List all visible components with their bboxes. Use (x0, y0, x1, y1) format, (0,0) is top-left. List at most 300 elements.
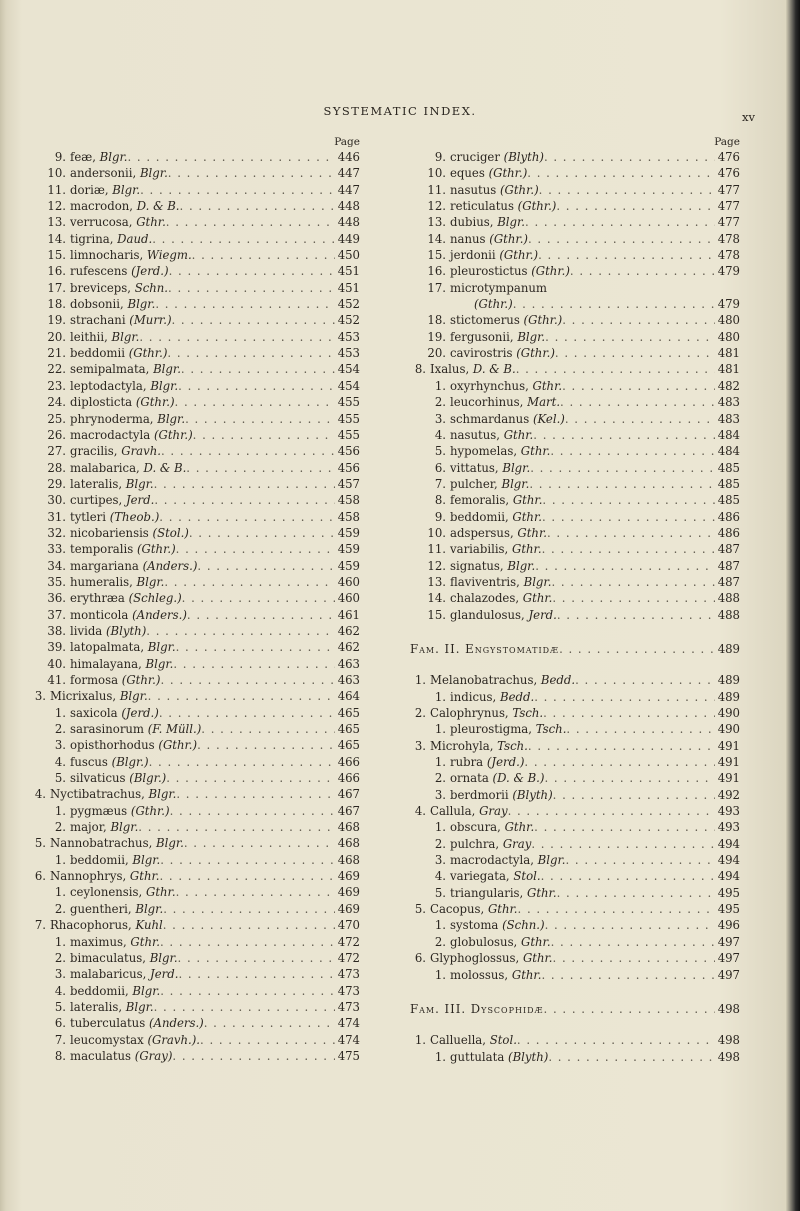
entry-name: hypomelas, (450, 444, 518, 459)
species-entry (410, 574, 740, 590)
leader-dots (545, 329, 715, 345)
entry-authority: Gthr. (512, 493, 543, 508)
leader-dots (201, 721, 334, 737)
entry-name: nicobariensis (70, 525, 149, 540)
leader-dots (551, 934, 715, 950)
entry-page: 491 (717, 755, 740, 770)
entry-name: Nyctibatrachus, (50, 787, 145, 802)
entry-page: 454 (337, 362, 360, 377)
entry-number: 1. (54, 705, 66, 720)
entry-name: leucomystax (70, 1032, 144, 1047)
entry-authority: Gthr. (503, 427, 534, 442)
entry-page: 472 (337, 950, 360, 965)
entry-number: 14. (427, 591, 446, 606)
entry-page: 453 (337, 329, 360, 344)
entry-page: 459 (337, 525, 360, 540)
spacer (410, 657, 740, 672)
entry-number: 6. (34, 869, 46, 884)
entry-name: Calluella, (430, 1033, 486, 1048)
leader-dots (566, 721, 714, 737)
entry-number: 9. (54, 150, 66, 164)
entry-name: leucorhinus, (450, 395, 524, 410)
entry-page: 478 (717, 248, 740, 263)
family-heading (410, 1001, 740, 1017)
entry-page: 469 (337, 901, 360, 916)
entry-name: curtipes, (70, 493, 123, 508)
species-entry (30, 541, 360, 557)
entry-name: Microhyla, (430, 738, 494, 753)
running-header (0, 104, 800, 124)
leader-dots (161, 443, 335, 459)
entry-number: 13. (427, 574, 446, 589)
entry-name: Cacopus, (430, 902, 485, 917)
leader-dots (542, 492, 714, 508)
entry-page: 477 (717, 199, 740, 214)
species-entry (30, 1048, 360, 1064)
species-entry (30, 182, 360, 198)
entry-name: pulcher, (450, 476, 498, 491)
species-entry (410, 247, 740, 263)
entry-name: major, (70, 820, 107, 835)
entry-authority: (Schleg.) (128, 591, 182, 606)
entry-authority: Gthr. (145, 885, 176, 900)
entry-number: 13. (427, 215, 446, 230)
entry-page: 468 (337, 852, 360, 867)
entry-number: 1. (434, 918, 446, 933)
entry-number: 10. (47, 166, 66, 181)
leader-dots (516, 361, 715, 377)
entry-authority: Blgr. (507, 558, 536, 573)
leader-dots (160, 852, 334, 868)
entry-page: 484 (717, 427, 740, 442)
leader-dots (163, 917, 335, 933)
species-entry (410, 329, 740, 345)
entry-authority: (Stol.) (152, 525, 189, 540)
entry-name: livida (70, 623, 103, 638)
entry-name: dobsonii, (70, 297, 124, 312)
entry-number: 9. (434, 150, 446, 164)
leader-dots (170, 803, 335, 819)
entry-name: vittatus, (450, 460, 499, 475)
leader-dots (160, 983, 334, 999)
entry-page: 464 (337, 689, 360, 704)
leader-dots (197, 558, 334, 574)
entry-page: 450 (337, 248, 360, 263)
species-entry (30, 476, 360, 492)
leader-dots (542, 541, 715, 557)
entry-page: 485 (717, 460, 740, 475)
entry-authority: (Gthr.) (153, 427, 193, 442)
species-entry (30, 247, 360, 263)
species-entry (410, 394, 740, 410)
species-entry (410, 378, 740, 394)
species-entry (30, 198, 360, 214)
leader-dots (539, 182, 715, 198)
entry-page: 466 (337, 754, 360, 769)
entry-name: macrodactyla (70, 427, 151, 442)
entry-number: 5. (54, 999, 66, 1014)
entry-page: 487 (717, 542, 740, 557)
entry-authority: Blgr. (112, 182, 141, 197)
genus-entry (30, 688, 360, 704)
entry-name: dubius, (450, 215, 494, 230)
entry-number: 2. (54, 901, 66, 916)
entry-page: 462 (337, 640, 360, 655)
entry-number: 2. (434, 934, 446, 949)
entry-authority: Gray (479, 804, 508, 819)
entry-page: 467 (337, 787, 360, 802)
entry-number: 18. (427, 313, 446, 328)
entry-page: 459 (337, 542, 360, 557)
entry-number: 1. (414, 673, 426, 688)
entry-number: 5. (434, 444, 446, 459)
species-entry (410, 754, 740, 770)
entry-page: 455 (337, 427, 360, 442)
entry-page: 453 (337, 346, 360, 361)
entry-name: feæ, (70, 150, 96, 164)
leader-dots (553, 787, 715, 803)
leader-dots (555, 345, 715, 361)
entry-number: 14. (47, 231, 66, 246)
entry-authority: (Anders.) (142, 558, 198, 573)
entry-number: 15. (47, 248, 66, 263)
entry-authority: Gthr. (512, 542, 542, 557)
leader-dots (562, 378, 715, 394)
entry-page: 490 (717, 706, 740, 720)
page-column-label: Page (334, 136, 360, 148)
species-entry (410, 312, 740, 328)
entry-page: 481 (717, 362, 740, 377)
entry-number: 33. (47, 542, 66, 557)
entry-name: breviceps, (70, 280, 131, 295)
leader-dots (530, 460, 715, 476)
leader-dots (160, 934, 335, 950)
entry-authority: (Blgr.) (129, 771, 167, 786)
entry-name: fergusonii, (450, 329, 514, 344)
leader-dots (128, 149, 335, 165)
entry-page: 477 (717, 182, 740, 197)
leader-dots (508, 803, 715, 819)
species-entry (410, 852, 740, 868)
entry-authority: D. & B. (136, 199, 180, 214)
entry-name: ornata (450, 771, 489, 786)
leader-dots (138, 819, 334, 835)
entry-authority: (Gthr.) (531, 264, 570, 279)
entry-name: leptodactyla, (70, 378, 147, 393)
entry-number: 4. (434, 427, 446, 442)
entry-authority: Gravh. (121, 444, 161, 459)
leader-dots (565, 411, 715, 427)
entry-number: 25. (47, 411, 66, 426)
entry-number: 26. (47, 427, 66, 442)
species-entry (30, 558, 360, 574)
species-entry (30, 574, 360, 590)
leader-dots (565, 852, 714, 868)
entry-page: 448 (337, 199, 360, 214)
entry-number: 28. (47, 460, 66, 475)
leader-dots (172, 1048, 334, 1064)
entry-page: 490 (717, 722, 740, 737)
species-entry (410, 836, 740, 852)
entry-page: 487 (717, 574, 740, 589)
entry-name: lateralis, (70, 999, 123, 1014)
entry-page: 497 (717, 934, 740, 949)
entry-page: 468 (337, 836, 360, 851)
entry-number: 40. (47, 656, 66, 671)
entry-number: 14. (427, 231, 446, 246)
species-entry (30, 884, 360, 900)
entry-number: 24. (47, 395, 66, 410)
entry-authority: Kuhl (135, 918, 163, 933)
entry-name: guttulata (450, 1049, 505, 1064)
index-column-right (410, 136, 740, 1065)
leader-dots (528, 231, 715, 247)
species-entry (30, 901, 360, 917)
entry-name: globulosus, (450, 934, 518, 949)
entry-authority: (Murr.) (129, 313, 172, 328)
family-heading (410, 641, 740, 657)
entry-number: 32. (47, 525, 66, 540)
entry-name: variegata, (450, 869, 510, 884)
entry-number: 1. (434, 967, 446, 982)
leader-dots (544, 149, 715, 165)
entry-name: Callula, (430, 804, 476, 819)
entry-page: 451 (337, 264, 360, 279)
entry-name: triangularis, (450, 885, 524, 900)
species-entry (410, 296, 740, 312)
entry-authority: (Schn.) (502, 918, 545, 933)
entry-authority: Blgr. (111, 329, 140, 344)
entry-number: 3. (34, 689, 46, 704)
entry-name: macrodon, (70, 199, 133, 214)
entry-number: 1. (54, 803, 66, 818)
entry-number: 17. (47, 280, 66, 295)
entry-number: 37. (47, 607, 66, 622)
entry-page: 469 (337, 885, 360, 900)
entry-name: gracilis, (70, 444, 118, 459)
genus-entry (410, 1032, 740, 1048)
entry-authority: (Anders.) (148, 1016, 204, 1031)
leader-dots (166, 214, 335, 230)
entry-name: stictomerus (450, 313, 520, 328)
entry-number: 19. (427, 329, 446, 344)
entry-authority: (Jerd.) (486, 755, 525, 770)
entry-name: Rhacophorus, (50, 918, 132, 933)
entry-name: Ixalus, (430, 362, 470, 377)
entry-name: margariana (70, 558, 139, 573)
entry-name: molossus, (450, 967, 509, 982)
leader-dots (543, 705, 715, 721)
entry-page: 465 (337, 722, 360, 737)
leader-dots (178, 966, 334, 982)
leader-dots (544, 1001, 715, 1017)
leader-dots (570, 263, 715, 279)
entry-authority: Blgr. (132, 983, 161, 998)
entry-authority: Blgr. (135, 901, 164, 916)
entry-page: 466 (337, 771, 360, 786)
entry-page: 496 (717, 918, 740, 933)
leader-dots (169, 263, 335, 279)
entry-authority: (Anders.) (132, 607, 187, 622)
entry-authority: Gthr. (520, 444, 551, 459)
leader-dots (146, 623, 334, 639)
leader-dots (159, 509, 334, 525)
entry-page: 476 (717, 150, 740, 164)
leader-dots (154, 492, 334, 508)
leader-dots (557, 607, 715, 623)
leader-dots (176, 639, 335, 655)
entry-number: 3. (434, 411, 446, 426)
entry-name: variabilis, (450, 542, 509, 557)
entry-number: 8. (414, 362, 426, 377)
entry-name: nasutus, (450, 427, 500, 442)
entry-authority: Tsch. (497, 738, 528, 753)
entry-name: formosa (70, 673, 119, 687)
entry-number: 17. (427, 280, 446, 295)
species-entry (410, 590, 740, 606)
species-entry (410, 721, 740, 737)
entry-number: 1. (434, 755, 446, 770)
leader-dots (163, 901, 335, 917)
entry-number: 6. (434, 460, 446, 475)
entry-number: 19. (47, 313, 66, 328)
species-entry (30, 966, 360, 982)
species-entry (410, 1049, 740, 1065)
entry-authority: (Gthr.) (474, 297, 513, 312)
entry-number: 39. (47, 640, 66, 655)
entry-page: 479 (717, 264, 740, 279)
leader-dots (180, 198, 335, 214)
entry-name: tuberculatus (70, 1016, 146, 1031)
entry-authority: (Gravh.). (147, 1032, 201, 1047)
leader-dots (148, 688, 335, 704)
species-entry (30, 312, 360, 328)
species-entry (410, 509, 740, 525)
species-entry (30, 361, 360, 377)
entry-name: Nannophrys, (50, 869, 127, 884)
entry-page: 470 (337, 918, 360, 933)
species-entry (410, 689, 740, 705)
species-entry (30, 656, 360, 672)
leader-dots (176, 541, 335, 557)
entry-name: Micrixalus, (50, 689, 117, 704)
leader-dots (178, 378, 335, 394)
entry-name: guentheri, (70, 901, 132, 916)
entry-name: adspersus, (450, 525, 514, 540)
entry-authority: Stol. (513, 869, 541, 884)
entry-page: 455 (337, 395, 360, 410)
entry-page: 483 (717, 411, 740, 426)
entry-authority: (Gthr.) (499, 248, 539, 263)
entry-authority: Blgr. (145, 656, 174, 671)
entry-authority: Daud. (117, 231, 153, 246)
entry-number: 38. (47, 623, 66, 638)
entry-authority: Blgr. (110, 820, 139, 835)
species-entry (410, 443, 740, 459)
leader-dots (541, 967, 714, 983)
entry-name: himalayana, (70, 656, 142, 671)
species-entry (410, 819, 740, 835)
leader-dots (204, 1015, 335, 1031)
entry-name: reticulatus (450, 199, 514, 214)
leader-dots (192, 247, 335, 263)
entry-name: doriæ, (70, 182, 109, 197)
leader-dots (186, 460, 334, 476)
entry-page: 448 (337, 215, 360, 230)
entry-name: sarasinorum (70, 722, 145, 737)
leader-dots (562, 312, 714, 328)
species-entry (410, 214, 740, 230)
entry-authority: Jerd. (125, 493, 155, 508)
entry-authority: Blgr. (119, 689, 148, 704)
entry-number: 29. (47, 476, 66, 491)
entry-name: Melanobatrachus, (430, 673, 538, 688)
entry-number: 12. (47, 199, 66, 214)
index-list-left (30, 149, 360, 1064)
entry-page: 447 (337, 166, 360, 181)
entry-page: 489 (717, 689, 740, 704)
leader-dots (173, 656, 334, 672)
entry-page: 456 (337, 444, 360, 459)
entry-page: 497 (717, 967, 740, 982)
entry-page: 458 (337, 509, 360, 524)
entry-authority: Bedd. (540, 673, 576, 688)
entry-number: 3. (434, 853, 446, 868)
entry-name: ceylonensis, (70, 885, 143, 900)
entry-page: 456 (337, 460, 360, 475)
species-entry (30, 623, 360, 639)
entry-number: 20. (47, 329, 66, 344)
entry-number: 16. (47, 264, 66, 279)
entry-number: 5. (34, 836, 46, 851)
entry-name: andersonii, (70, 166, 137, 181)
species-entry (30, 378, 360, 394)
leader-dots (139, 329, 334, 345)
entry-page: 447 (337, 182, 360, 197)
leader-dots (155, 296, 334, 312)
entry-page: 498 (717, 1033, 740, 1048)
entry-name: Glyphoglossus, (430, 951, 520, 966)
leader-dots (178, 950, 335, 966)
leader-dots (164, 574, 334, 590)
species-entry (410, 345, 740, 361)
entry-name: strachani (70, 313, 126, 328)
entry-name: rufescens (70, 264, 128, 279)
entry-number: 6. (54, 1016, 66, 1031)
index-list-right (410, 149, 740, 1065)
species-entry (410, 525, 740, 541)
entry-page: 460 (337, 591, 360, 606)
entry-number: 3. (434, 787, 446, 802)
entry-name: beddomii, (70, 983, 129, 998)
entry-number: 7. (34, 918, 46, 933)
entry-number: 30. (47, 493, 66, 508)
entry-name: verrucosa, (70, 215, 133, 230)
entry-number: 2. (54, 722, 66, 737)
genus-entry (410, 803, 740, 819)
entry-page: 473 (337, 999, 360, 1014)
entry-number: 4. (54, 983, 66, 998)
leader-dots (538, 247, 715, 263)
species-entry (30, 427, 360, 443)
entry-page: 451 (337, 280, 360, 295)
entry-name: femoralis, (450, 493, 510, 508)
entry-page: 460 (337, 574, 360, 589)
entry-number: 5. (434, 885, 446, 900)
entry-number: 1. (434, 689, 446, 704)
leader-dots (172, 312, 335, 328)
entry-number: 1. (434, 722, 446, 737)
